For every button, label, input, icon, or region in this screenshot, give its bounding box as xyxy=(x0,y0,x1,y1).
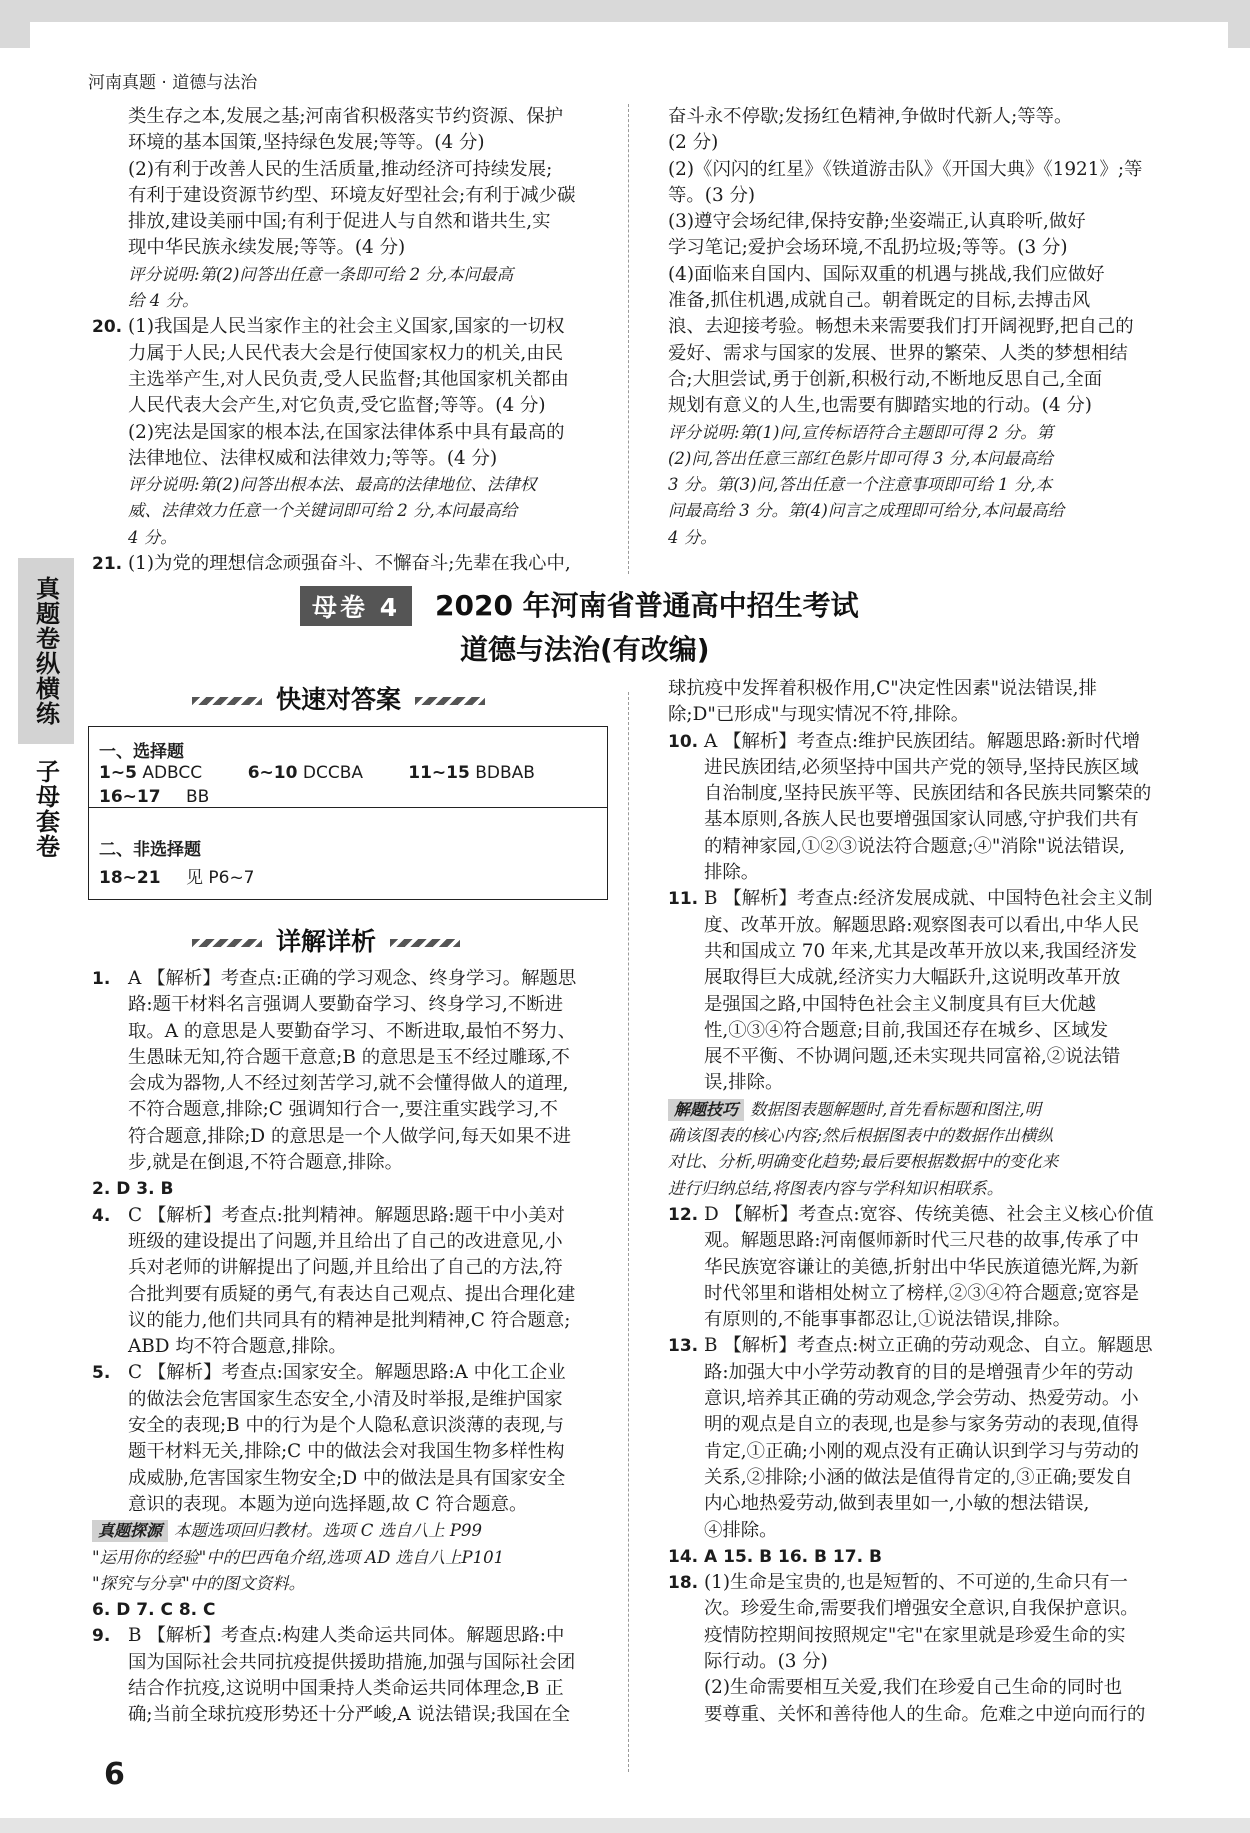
exam-title: 2020 年河南省普通高中招生考试 xyxy=(435,589,859,622)
tip-technique: 解题技巧 数据图表题解题时,首先看标题和图注,明 xyxy=(668,1097,1158,1123)
detailed-analysis-heading: 详解详析 xyxy=(178,922,474,958)
bottom-left-column: 1. A 【解析】考查点:正确的学习观念、终身学习。解题思 路:题干材料名言强调人要勤奋学习、终身学习,不断进 取。A 的意思是人要勤奋学习、不断进取,最怕不努力、 生愚昧无知,符合题干意意;B 的意思是玉不经过雕琢,不 会成为器物,人不经过刻苦学习,就不会懂得做人的道理, 不符合题意,排除;C 强调知行合一,要注重实践学习,不 符合题意,排除;D 的意思是一个人做学问,每天如果不进 步,就是在倒退,不符合题意,排除。 2. D 3. B 4. C 【解析】考查点:批判精神。解题思路:题干中小美对 班级的建设提出了问题,并且给出了自己的改进意见,小 兵对老师的讲解提出了问题,并且给出了自己的方法,符 合批判要有质疑的勇气,有表达自己观点、提出合理化建 议的能力,他们共同具有的精神是批判精神,C 符合题意; ABD 均不符合题意,排除。 5. C 【解析】考查点:国家安全。解题思路:A 中化工企业 的做法会危害国家生态安全,小清及时举报,是维护国家 安全的表现;B 中的行为是个人隐私意识淡薄的表现,与 题干材料无关,排除;C 中的做法会对我国生物多样性构 成威胁,危害国家生物安全;D 中的做法是具有国家安全 意识的表现。本题为逆向选择题,故 C 符合题意。 真题探源 本题选项回归教材。选项 C 选自八上 P99 "运用你的经验"中的巴西龟介绍,选项 AD 选自八上P101 "探究与分享"中的图文资料。 6. D 7. C 8. C 9. B 【解析】考查点:构建人类命运共同体。解题思路:中 国为国际社会共同抗疫提供援助措施,加强与国际社会团 结合作抗疫,这说明中国秉持人类命运共同体理念,B 正 确;当前全球抗疫形势还十分严峻,A 说法错误;我国在全 xyxy=(92,966,612,1729)
side-tab xyxy=(18,558,74,874)
bottom-right-column: 球抗疫中发挥着积极作用,C"决定性因素"说法错误,排 除;D"已形成"与现实情况不符,排除。 10. A 【解析】考查点:维护民族团结。解题思路:新时代增 进民族团结,必须坚持中国共产党的领导,坚持民族区域 自治制度,坚持民族平等、民族团结和各民族共同繁荣的 基本原则,各族人民也要增强国家认同感,守护我们共有 的精神家园,①②③说法符合题意;④"消除"说法错误, 排除。 11. B 【解析】考查点:经济发展成就、中国特色社会主义制 度、改革开放。解题思路:观察图表可以看出,中华人民 共和国成立 70 年来,尤其是改革开放以来,我国经济发 展取得巨大成就,经济实力大幅跃升,这说明改革开放 是强国之路,中国特色社会主义制度具有巨大优越 性,①③④符合题意;目前,我国还存在城乡、区域发 展不平衡、不协调问题,还未实现共同富裕,②说法错 误,排除。 解题技巧 数据图表题解题时,首先看标题和图注,明 确该图表的核心内容;然后根据图表中的数据作出横纵 对比、分析,明确变化趋势;最后要根据数据中的变化来 进行归纳总结,将图表内容与学科知识相联系。 12. D 【解析】考查点:宽容、传统美德、社会主义核心价值 观。解题思路:河南偃师新时代三尺巷的故事,传承了中 华民族宽容谦让的美德,折射出中华民族道德光辉,为新 时代邻里和谐相处树立了榜样,②③④符合题意;宽容是 有原则的,不能事事都忍让,①说法错误,排除。 13. B 【解析】考查点:树立正确的劳动观念、自立。解题思 路:加强大中小学劳动教育的目的是增强青少年的劳动 意识,培养其正确的劳动观念,学会劳动、热爱劳动。小 明的观点是自立的表现,也是参与家务劳动的表现,值得 肯定,①正确;小刚的观点没有正确认识到学习与劳动的 关系,②排除;小涵的做法是值得肯定的,③正确;要发自 内心地热爱劳动,做到表里如一,小敏的想法错误, ④排除。 14. A 15. B 16. B 17. B 18. (1)生命是宝贵的,也是短暂的、不可逆的,生命只有一 次。珍爱生命,需要我们增强安全意识,自我保护意识。 疫情防控期间按照规定"宅"在家里就是珍爱生命的实 际行动。(3 分) (2)生命需要相互关爱,我们在珍爱自己生命的同时也 要尊重、关怀和善待他人的生命。危难之中逆向而行的 xyxy=(668,676,1158,1728)
column-divider-top xyxy=(628,104,629,574)
top-right-column: 奋斗永不停歇;发扬红色精神,争做时代新人;等等。 (2 分) (2)《闪闪的红星》《铁道游击队》《开国大典》《1921》;等 等。(3 分) (3)遵守会场纪律,保持安静;坐姿端正,认真聆听,做好 学习笔记;爱护会场环境,不乱扔垃圾;等等。(3 分) (4)面临来自国内、国际双重的机遇与挑战,我们应做好 准备,抓住机遇,成就自己。朝着既定的目标,去搏击风 浪、去迎接考验。畅想未来需要我们打开阔视野,把自己的 爱好、需求与国家的发展、世界的繁荣、人类的梦想相结 合;大胆尝试,勇于创新,积极行动,不断地反思自己,全面 规划有意义的人生,也需要有脚踏实地的行动。(4 分) 评分说明:第(1)问,宣传标语符合主题即可得 2 分。第 (2)问,答出任意三部红色影片即可得 3 分,本问最高给 3 分。第(3)问,答出任意一个注意事项即可给 1 分,本 问最高给 3 分。第(4)问言之成理即可给分,本问最高给 4 分。 xyxy=(668,106,1143,547)
paper-badge: 母卷 4 xyxy=(300,586,412,626)
tip-source: 真题探源 本题选项回归教材。选项 C 选自八上 P99 xyxy=(92,1518,612,1544)
running-head: 河南真题 · 道德与法治 xyxy=(88,73,258,93)
question-21: 21. (1)为党的理想信念顽强奋斗、不懈奋斗;先辈在我心中, xyxy=(92,553,571,575)
top-left-column: 类生存之本,发展之基;河南省积极落实节约资源、保护 环境的基本国策,坚持绿色发展;等等。(4 分) (2)有利于改善人民的生活质量,推动经济可持续发展; 有利于建设资源节约型、环境友好型社会;有利于减少碳 排放,建设美丽中国;有利于促进人与自然和谐共生,实 现中华民族永续发展;等等。(4 分) 评分说明:第(2)问答出任意一条即可给 2 分,本问最高 给 4 分。 20. (1)我国是人民当家作主的社会主义国家,国家的一切权 力属于人民;人民代表大会是行使国家权力的机关,由民 主选举产生,对人民负责,受人民监督;其他国家机关都由 人民代表大会产生,对它负责,受它监督;等等。(4 分) (2)宪法是国家的根本法,在国家法律体系中具有最高的 法律地位、法律权威和法律效力;等等。(4 分) 评分说明:第(2)问答出根本法、最高的法律地位、法律权 威、法律效力任意一个关键词即可给 2 分,本问最高给 4 分。 21. (1)为党的理想信念顽强奋斗、不懈奋斗;先辈在我心中, xyxy=(92,104,612,577)
column-divider-bottom xyxy=(628,692,629,1772)
side-tab-label-2: 子母套卷 xyxy=(31,759,60,859)
question-20: 20. (1)我国是人民当家作主的社会主义国家,国家的一切权 xyxy=(92,316,565,338)
side-tab-label-1: 真题卷纵横练 xyxy=(31,576,60,726)
quick-answers-heading: 快速对答案 xyxy=(178,680,499,716)
page-number: 6 xyxy=(104,1757,125,1792)
answer-key-box: 一、选择题 1~5 ADBCC 6~10 DCCBA 11~15 BDBAB 16~17 BB 二、非选择题 18~21 见 P6~7 xyxy=(88,726,608,900)
exam-subtitle: 道德与法治(有改编) xyxy=(460,633,710,666)
scan-border-bottom xyxy=(0,1818,1250,1833)
